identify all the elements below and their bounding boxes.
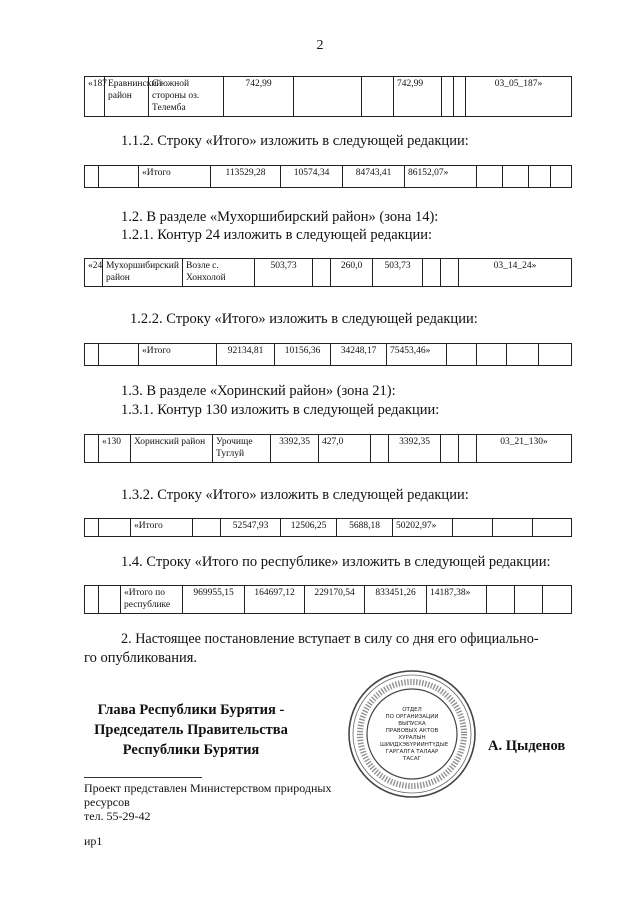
cell [493,519,533,537]
paragraph-1-2-2: 1.2.2. Строку «Итого» изложить в следующей редакции: [130,311,478,327]
table-row [85,519,572,537]
paragraph-1-2: 1.2. В разделе «Мухоршибирский район» (зона 14): [121,209,439,225]
cell [543,586,572,614]
cell: 10574,34 [281,166,343,188]
cell [551,166,572,188]
cell: Мухоршибирский район [103,259,183,287]
cell [459,435,477,463]
cell: «Итого по республике [121,586,183,614]
cell [313,259,331,287]
cell: 52547,93 [221,519,281,537]
cell [193,519,221,537]
signature-line-3: Республики Бурятия [122,742,260,758]
cell: 833451,26 [365,586,427,614]
cell: 10156,36 [275,344,331,366]
cell: 92134,81 [217,344,275,366]
stamp-line: ШИИДХЭБҮРИИНТҮДЫЕ [380,742,449,748]
cell [99,166,139,188]
stamp-line: ПО ОРГАНИЗАЦИИ [385,714,439,720]
cell: 969955,15 [183,586,245,614]
cell [529,166,551,188]
table-contour-24 [84,258,572,287]
cell: 503,73 [255,259,313,287]
cell [442,77,454,117]
footer-line-2: ресурсов [84,795,130,809]
table-row [85,166,572,188]
cell: 03_05_187» [466,77,572,117]
footer-code: ир1 [84,834,103,848]
cell: «Итого [131,519,193,537]
cell [99,344,139,366]
cell: 3392,35 [389,435,441,463]
table-total-2 [84,343,572,366]
table-contour-187 [84,76,572,117]
cell [99,519,131,537]
cell [362,77,394,117]
cell: Возле с. Хонхолой [183,259,255,287]
stamp-line: ВЫПУСКА [398,721,426,727]
cell [441,435,459,463]
cell [294,77,362,117]
paragraph-1-2-1: 1.2.1. Контур 24 изложить в следующей редакции: [121,227,433,243]
signatory-name: А. Цыденов [488,738,566,754]
cell: «Итого [139,344,217,366]
cell: 229170,54 [305,586,365,614]
cell [85,586,99,614]
paragraph-1-4: 1.4. Строку «Итого по республике» изложить в следующей редакции: [121,554,551,570]
paragraph-1-3-1: 1.3.1. Контур 130 изложить в следующей редакции: [121,402,440,418]
cell: 03_14_24» [459,259,572,287]
cell [477,344,507,366]
table-row [85,344,572,366]
cell: Еравнинский район [105,77,149,117]
cell: 742,99 [394,77,442,117]
cell [487,586,515,614]
cell [454,77,466,117]
table-row [85,435,572,463]
cell: 34248,17 [331,344,387,366]
paragraph-1-1-2: 1.1.2. Строку «Итого» изложить в следующей редакции: [121,133,469,149]
cell [507,344,539,366]
cell: 742,99 [224,77,294,117]
stamp-line: ГАРГАЛГА ТАЛААР [385,749,439,755]
cell [447,344,477,366]
cell: 503,73 [373,259,423,287]
page-number: 2 [316,38,324,53]
cell: 75453,46» [387,344,447,366]
cell [85,344,99,366]
cell [533,519,572,537]
table-row [85,586,572,614]
footer-line-1: Проект представлен Министерством природных [84,781,332,795]
cell [477,166,503,188]
cell: «187 [85,77,105,117]
paragraph-2-line-2: го опубликования. [84,650,198,666]
cell [85,519,99,537]
cell: «24 [85,259,103,287]
table-row [85,259,572,287]
cell [85,435,99,463]
cell [371,435,389,463]
stamp-text [380,707,449,763]
cell: С южной стороны оз. Телемба [149,77,224,117]
cell: 5688,18 [337,519,393,537]
cell: 84743,41 [343,166,405,188]
table-total-3 [84,518,572,537]
cell [423,259,441,287]
signature-block [84,700,298,760]
cell [453,519,493,537]
stamp-line: ПРАВОВЫХ АКТОВ [385,728,439,734]
cell: 427,0 [319,435,371,463]
paragraph-1-3-2: 1.3.2. Строку «Итого» изложить в следующей редакции: [121,487,469,503]
cell [515,586,543,614]
cell: «130 [99,435,131,463]
stamp-line: ОТДЕЛ [402,707,422,713]
table-total-republic [84,585,572,614]
cell: 50202,97» [393,519,453,537]
footer-divider [84,777,202,778]
cell: 12506,25 [281,519,337,537]
cell: 260,0 [331,259,373,287]
cell [503,166,529,188]
table-total-1 [84,165,572,188]
signature-line-1: Глава Республики Бурятия - [97,702,285,718]
cell [85,166,99,188]
footer-note [84,781,331,823]
footer-phone: тел. 55-29-42 [84,809,151,823]
table-row [85,77,572,117]
table-contour-130 [84,434,572,463]
cell: «Итого [139,166,211,188]
cell: Урочище Туглуй [213,435,271,463]
stamp-line: ХУРАЛЫН [398,735,426,741]
cell: 03_21_130» [477,435,572,463]
stamp-line: ТАСАГ [402,756,422,762]
cell [539,344,572,366]
cell: 14187,38» [427,586,487,614]
cell: 3392,35 [271,435,319,463]
cell: 86152,07» [405,166,477,188]
cell: 113529,28 [211,166,281,188]
cell: Хоринский район [131,435,213,463]
cell [441,259,459,287]
cell: 164697,12 [245,586,305,614]
signature-line-2: Председатель Правительства [94,722,288,738]
cell [99,586,121,614]
paragraph-1-3: 1.3. В разделе «Хоринский район» (зона 21): [121,383,396,399]
paragraph-2-line-1: 2. Настоящее постановление вступает в силу со дня его официально- [121,631,539,647]
